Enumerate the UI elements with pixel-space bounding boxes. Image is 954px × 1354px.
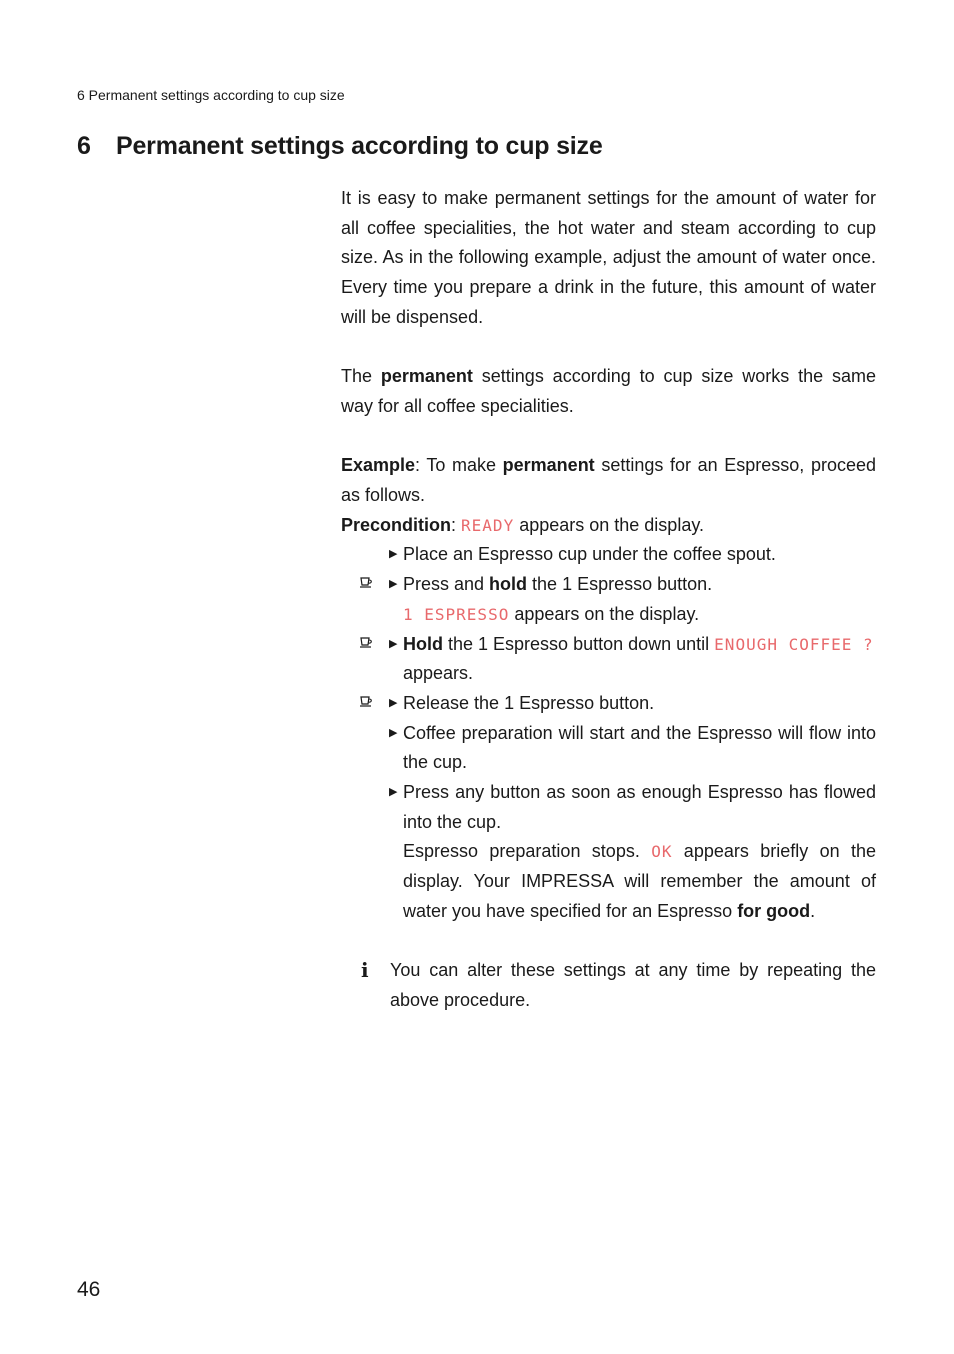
step-2 bbox=[341, 570, 876, 600]
example-label: Example bbox=[341, 455, 416, 476]
permanent-text-c: settings according to cup size works the same way for all coffee specialities. bbox=[341, 366, 876, 416]
example-text-a: : To make bbox=[415, 455, 503, 476]
info-icon: i bbox=[361, 958, 369, 983]
precondition-paragraph bbox=[341, 511, 876, 541]
body-text bbox=[341, 184, 876, 1016]
arrow-right-icon: ▶ bbox=[389, 578, 398, 591]
arrow-right-icon: ▶ bbox=[389, 726, 398, 739]
step-5 bbox=[341, 719, 876, 778]
example-text-b: settings for an Espresso, proceed as follows. bbox=[341, 455, 876, 505]
display-ready: READY bbox=[461, 515, 515, 535]
cup-icon bbox=[359, 575, 373, 589]
precondition-label: Precondition bbox=[341, 514, 452, 535]
step-6-cont-a: Espresso preparation stops. bbox=[403, 841, 652, 862]
display-ok: OK bbox=[651, 842, 673, 862]
display-enough-coffee: ENOUGH COFFEE ? bbox=[714, 634, 874, 654]
step-6-cont-bold: for good bbox=[737, 900, 811, 921]
intro-paragraph: It is easy to make permanent settings for the amount of water for all coffee specialities, the hot water and steam according to cup size. As in the following example, adjust the amount of water once. Every time you prepare a drink in the future, this amount of water will be dispensed. bbox=[341, 188, 876, 327]
step-1 bbox=[341, 540, 876, 570]
step-1-text: Place an Espresso cup under the coffee spout. bbox=[403, 544, 776, 565]
step-4 bbox=[341, 689, 876, 719]
step-6 bbox=[341, 778, 876, 837]
step-3 bbox=[341, 630, 876, 689]
arrow-right-icon: ▶ bbox=[389, 548, 398, 561]
example-bold: permanent bbox=[502, 455, 595, 476]
step-6-result bbox=[341, 837, 876, 926]
info-text: You can alter these settings at any time by repeating the above procedure. bbox=[390, 960, 876, 1010]
chapter-number: 6 bbox=[77, 132, 91, 160]
running-header: 6 Permanent settings according to cup size bbox=[77, 87, 345, 103]
step-6-cont-b: appears briefly on the display. Your IMPRESSA will remember the amount of water you have specified for an Espresso bbox=[403, 841, 876, 921]
info-note bbox=[341, 956, 876, 1015]
step-2-display-text: appears on the display. bbox=[509, 603, 700, 624]
precondition-text: appears on the display. bbox=[514, 514, 704, 535]
chapter-title bbox=[77, 132, 603, 161]
permanent-paragraph bbox=[341, 362, 876, 421]
step-2-result bbox=[341, 600, 876, 630]
step-2-text-c: the 1 Espresso button. bbox=[527, 574, 713, 595]
step-2-bold: hold bbox=[489, 574, 528, 595]
step-5-text: Coffee preparation will start and the Espresso will flow into the cup. bbox=[403, 722, 876, 773]
permanent-text-a: The bbox=[341, 366, 381, 387]
arrow-right-icon: ▶ bbox=[389, 637, 398, 650]
arrow-right-icon: ▶ bbox=[389, 696, 398, 709]
precondition-sep: : bbox=[451, 514, 462, 535]
step-6-result-paragraph bbox=[403, 837, 876, 926]
step-6-text: Press any button as soon as enough Espresso has flowed into the cup. bbox=[403, 782, 876, 832]
arrow-right-icon: ▶ bbox=[389, 786, 398, 799]
step-3-text-b: the 1 Espresso button down until bbox=[443, 633, 715, 654]
step-4-text: Release the 1 Espresso button. bbox=[403, 692, 655, 713]
cup-icon bbox=[359, 635, 373, 649]
chapter-title-text: Permanent settings according to cup size bbox=[116, 132, 603, 160]
page-number: 46 bbox=[77, 1278, 101, 1301]
example-paragraph bbox=[341, 451, 876, 510]
step-3-bold: Hold bbox=[403, 633, 443, 654]
step-2-text-a: Press and bbox=[403, 574, 490, 595]
step-6-cont-c: . bbox=[810, 900, 816, 921]
permanent-bold: permanent bbox=[380, 366, 473, 387]
step-3-text-c: appears. bbox=[403, 663, 474, 684]
cup-icon bbox=[359, 694, 373, 708]
display-1-espresso: 1 ESPRESSO bbox=[403, 604, 510, 624]
